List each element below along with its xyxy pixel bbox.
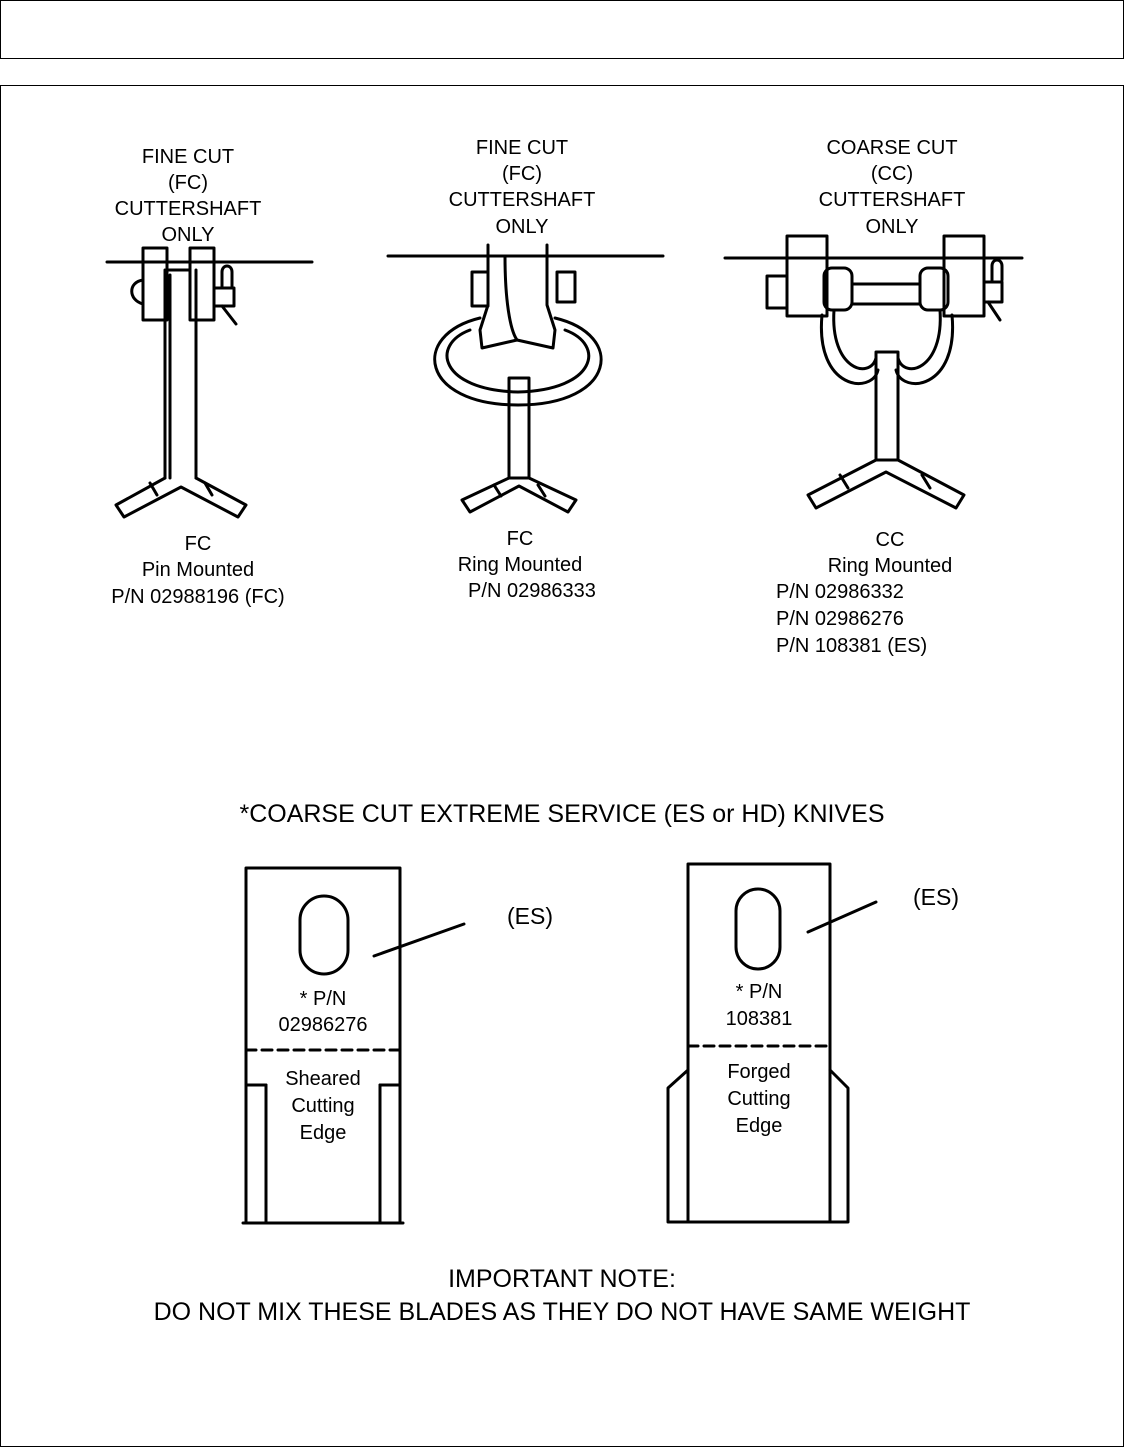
important-note-title: IMPORTANT NOTE:: [448, 1265, 676, 1293]
fc-pin-mounted-drawing: [107, 248, 312, 517]
sheared-knife-drawing: [243, 868, 464, 1223]
sheared-knife-es-tag: (ES): [507, 903, 553, 929]
knives-section-title: *COARSE CUT EXTREME SERVICE (ES or HD) KNIVES: [239, 800, 885, 828]
cc-ring-mounted-drawing: [725, 236, 1022, 508]
forged-knife-pn-value: 108381: [725, 1008, 793, 1030]
right-part-number-1: P/N 02986332: [776, 581, 904, 603]
middle-heading-line-4: ONLY: [495, 216, 549, 238]
middle-heading-line-2: (FC): [502, 163, 542, 185]
middle-caption-line-2: Ring Mounted: [457, 554, 583, 576]
forged-knife-drawing: [668, 864, 876, 1222]
sheared-knife-edge-line-1: Sheared: [285, 1068, 361, 1090]
forged-knife-pn-label: * P/N: [735, 981, 783, 1003]
important-note-text: DO NOT MIX THESE BLADES AS THEY DO NOT HAVE SAME WEIGHT: [153, 1298, 971, 1326]
sheared-knife-pn-label: * P/N: [299, 988, 347, 1010]
middle-heading-line-1: FINE CUT: [475, 137, 569, 159]
left-caption-line-3: P/N 02988196 (FC): [111, 586, 285, 608]
left-heading-line-2: (FC): [168, 172, 208, 194]
sheared-knife-edge-line-2: Cutting: [291, 1095, 355, 1117]
sheared-knife-edge-line-3: Edge: [299, 1122, 347, 1144]
right-caption-line-1: CC: [875, 529, 905, 551]
middle-caption-line-3: P/N 02986333: [468, 580, 596, 602]
right-caption-line-2: Ring Mounted: [827, 555, 953, 577]
right-part-number-2: P/N 02986276: [776, 608, 904, 630]
middle-heading-line-3: CUTTERSHAFT: [448, 189, 596, 211]
left-heading-line-1: FINE CUT: [141, 146, 235, 168]
forged-knife-es-tag: (ES): [913, 884, 959, 910]
right-heading-line-3: CUTTERSHAFT: [818, 189, 966, 211]
middle-caption-line-1: FC: [506, 528, 534, 550]
forged-knife-edge-line-1: Forged: [727, 1061, 791, 1083]
left-heading-line-3: CUTTERSHAFT: [114, 198, 262, 220]
forged-knife-edge-line-2: Cutting: [727, 1088, 791, 1110]
right-heading-line-4: ONLY: [865, 216, 919, 238]
right-part-number-3: P/N 108381 (ES): [776, 635, 928, 657]
sheared-knife-pn-value: 02986276: [278, 1014, 368, 1036]
left-caption-line-2: Pin Mounted: [141, 559, 255, 581]
right-heading-line-2: (CC): [870, 163, 914, 185]
forged-knife-edge-line-3: Edge: [735, 1115, 783, 1137]
left-caption-line-1: FC: [184, 533, 212, 555]
fc-ring-mounted-drawing: [388, 245, 663, 512]
left-heading-line-4: ONLY: [161, 224, 215, 246]
right-heading-line-1: COARSE CUT: [826, 137, 958, 159]
